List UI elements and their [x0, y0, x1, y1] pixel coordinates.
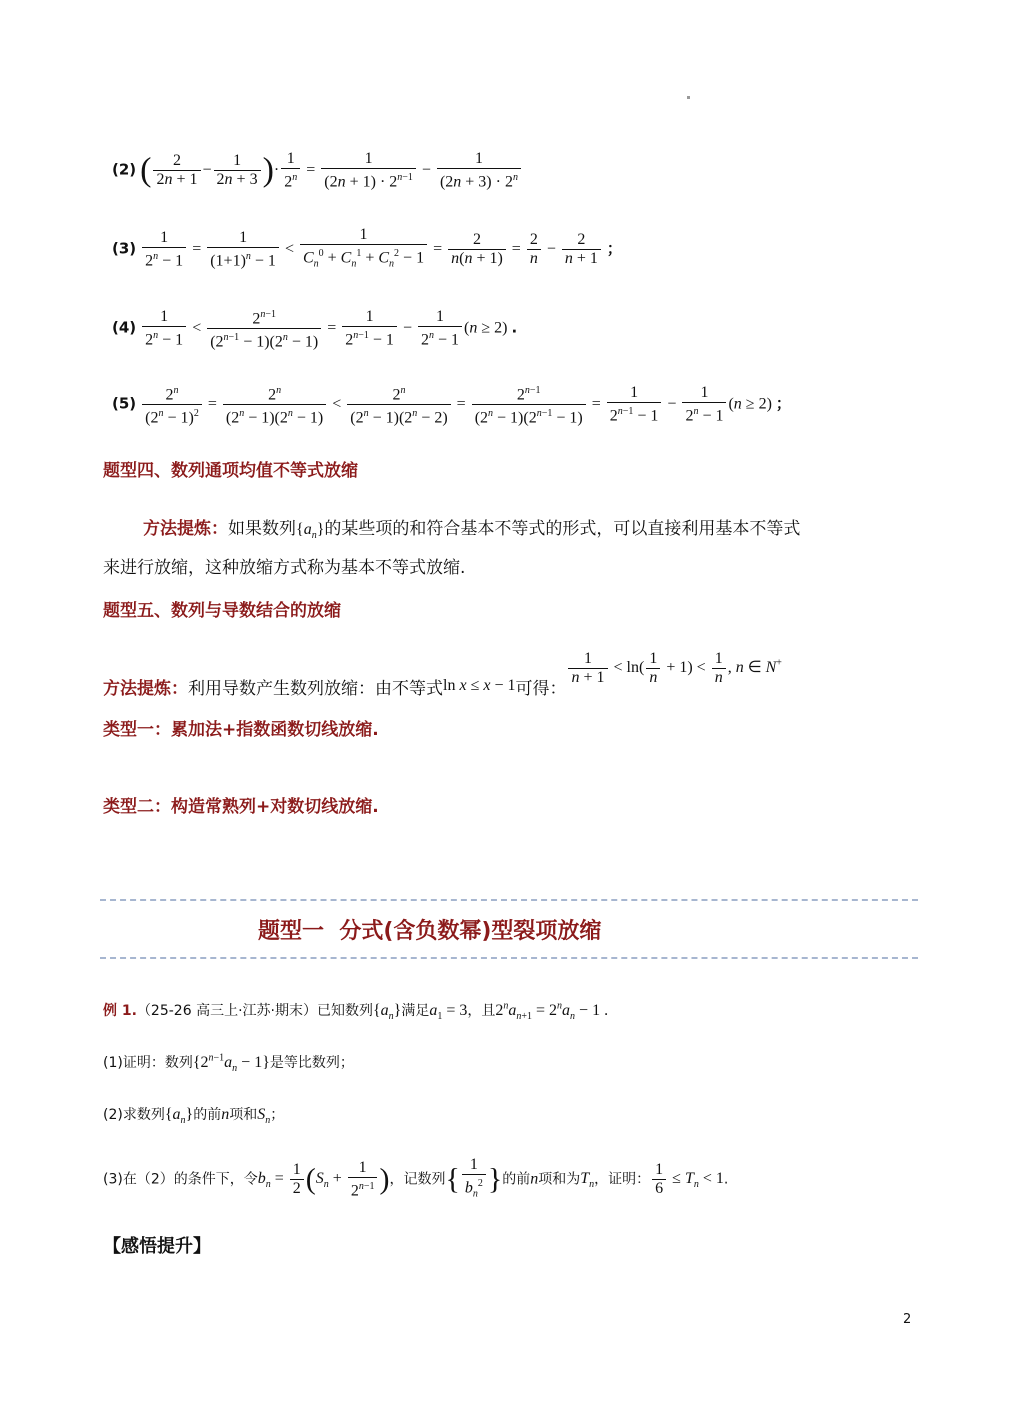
q3-prefix: (3)在（2）的条件下，令 — [103, 1171, 258, 1188]
type4-heading: 题型四、数列通项均值不等式放缩 — [103, 461, 358, 481]
example-satisfies: 满足 — [401, 1003, 430, 1019]
var-Sn: $S_n$ — [257, 1106, 271, 1127]
var-n-1: n — [221, 1106, 230, 1123]
method-paragraph-1 — [143, 514, 800, 541]
insight-label: 【感悟提升】 — [103, 1236, 211, 1257]
q1-suffix: 是等比数列； — [269, 1055, 354, 1071]
example-and: ，且 — [467, 1003, 496, 1019]
formula-4-label: (4) — [112, 318, 137, 337]
question-3 — [103, 1156, 728, 1204]
banner-top-rule — [100, 899, 918, 901]
formula-2-label: (2) — [112, 160, 137, 179]
method-text-2a: 利用导数产生数列放缩：由不等式 — [188, 679, 443, 700]
derived-inequality: $\frac{1}{n + 1}$ < ln( $\frac{1}{n}$ + 1) < $\frac{1}{n}$ , n ∈ N+ — [566, 659, 781, 676]
subtype-1: 类型一：累加法+指数函数切线放缩. — [103, 720, 379, 740]
example-stem — [103, 1000, 608, 1022]
seq-an-2: $\{a_n\}$ — [164, 1106, 194, 1127]
formula-3: (3) $\frac{1}{2^n - 1}$ = $\frac{1}{(1+1)^n - 1}$ < $\frac{1}{C_n^0 + C_n^1 + C_n^2 - 1}$ = $\frac{2}{n(n + 1)}$ = $\frac{2}{n}$ − $\frac{2}{n + 1}$ ； — [112, 226, 622, 270]
bn-definition: $b_n$ = $\frac{1}{2}$ ($S_n$ + $\frac{1}{2^{n-1}}$ ) — [257, 1159, 390, 1200]
sequence-an: $\{a_n\}$ — [296, 521, 325, 542]
formula-5-end: ； — [775, 394, 791, 413]
q2-end: ； — [270, 1107, 285, 1123]
example-label: 例 1. — [103, 1003, 137, 1019]
tn-bounds: $\frac{1}{6}$ ≤ $T_n < 1$ — [650, 1170, 724, 1187]
q1-sequence: $\{2^{n-1}a_n - 1\}$ — [192, 1052, 270, 1075]
method-text-1b: 的某些项的和符合基本不等式的形式，可以直接利用基本不等式 — [324, 519, 801, 539]
var-n-2: n — [530, 1170, 539, 1188]
formula-2: (2) ( $\frac{2}{2n + 1}$ − $\frac{1}{2n + 3}$ )· $\frac{1}{2^n}$ = $\frac{1}{(2n + 1) \cdot 2^{n-1}}$ − $\frac{1}{(2n + 3) \cdot 2^n}$ — [112, 150, 523, 191]
seq-an-1: $\{a_n\}$ — [372, 1002, 402, 1023]
var-Tn: $T_n$ — [580, 1170, 595, 1191]
formula-5-label: (5) — [112, 394, 137, 413]
stray-dot — [687, 96, 690, 99]
formula-3-end: ； — [606, 239, 622, 258]
q3-end: . — [723, 1171, 729, 1188]
method-text-1c: 来进行放缩，这种放缩方式称为基本不等式放缩. — [103, 558, 466, 578]
q2-mid: 的前 — [193, 1107, 222, 1123]
q2-mid2: 项和 — [229, 1107, 258, 1123]
recurrence: $2^na_{n+1} = 2^na_n - 1$ . — [495, 1000, 609, 1023]
reciprocal-sequence: { $\frac{1}{b_n^2}$ } — [445, 1156, 503, 1200]
ln-inequality: ln x ≤ x − 1 — [443, 677, 516, 695]
method-text-1a: 如果数列 — [228, 519, 296, 539]
method-text-2b: 可得： — [515, 679, 567, 700]
banner-title: 题型一 分式(含负数幂)型裂项放缩 — [258, 919, 602, 944]
formula-4-end: . — [511, 318, 518, 337]
question-2 — [103, 1104, 284, 1126]
page-number: 2 — [903, 1312, 912, 1327]
subtype-2: 类型二：构造常熟列+对数切线放缩. — [103, 797, 379, 817]
q3-mid3: 项和为 — [538, 1171, 581, 1188]
formula-3-label: (3) — [112, 239, 137, 258]
q2-prefix: (2)求数列 — [103, 1107, 165, 1123]
banner-bottom-rule — [100, 957, 918, 959]
q3-mid2: 的前 — [502, 1171, 531, 1188]
type5-heading: 题型五、数列与导数结合的放缩 — [103, 601, 341, 621]
q3-mid4: ，证明： — [594, 1171, 651, 1188]
method-label-1: 方法提炼： — [143, 519, 228, 539]
a1-equals-3: $a_1 = 3$ — [429, 1002, 468, 1023]
method-paragraph-2 — [103, 640, 782, 700]
question-1 — [103, 1052, 354, 1074]
formula-4: (4) $\frac{1}{2^n - 1}$ < $\frac{2^{n-1}}{(2^{n-1} - 1)(2^n - 1)}$ = $\frac{1}{2^{n-1} - 1}$ − $\frac{1}{2^n - 1}$ (n ≥ 2) . — [112, 306, 517, 352]
q1-prefix: (1)证明：数列 — [103, 1055, 193, 1071]
formula-5: (5) $\frac{2^n}{(2^n - 1)^2}$ = $\frac{2^n}{(2^n - 1)(2^n - 1)}$ < $\frac{2^n}{(2^n - 1)(2^n - 2)}$ = $\frac{2^{n-1}}{(2^n - 1)(2^{n-1} - 1)}$ = $\frac{1}{2^{n-1} - 1}$ − $\frac{1}{2^n - 1}$ (n ≥ 2) ； — [112, 382, 791, 428]
method-label-2: 方法提炼： — [103, 679, 188, 700]
example-source: （25-26 高三上·江苏·期末）已知数列 — [136, 1003, 373, 1019]
q3-mid: ，记数列 — [389, 1171, 446, 1188]
